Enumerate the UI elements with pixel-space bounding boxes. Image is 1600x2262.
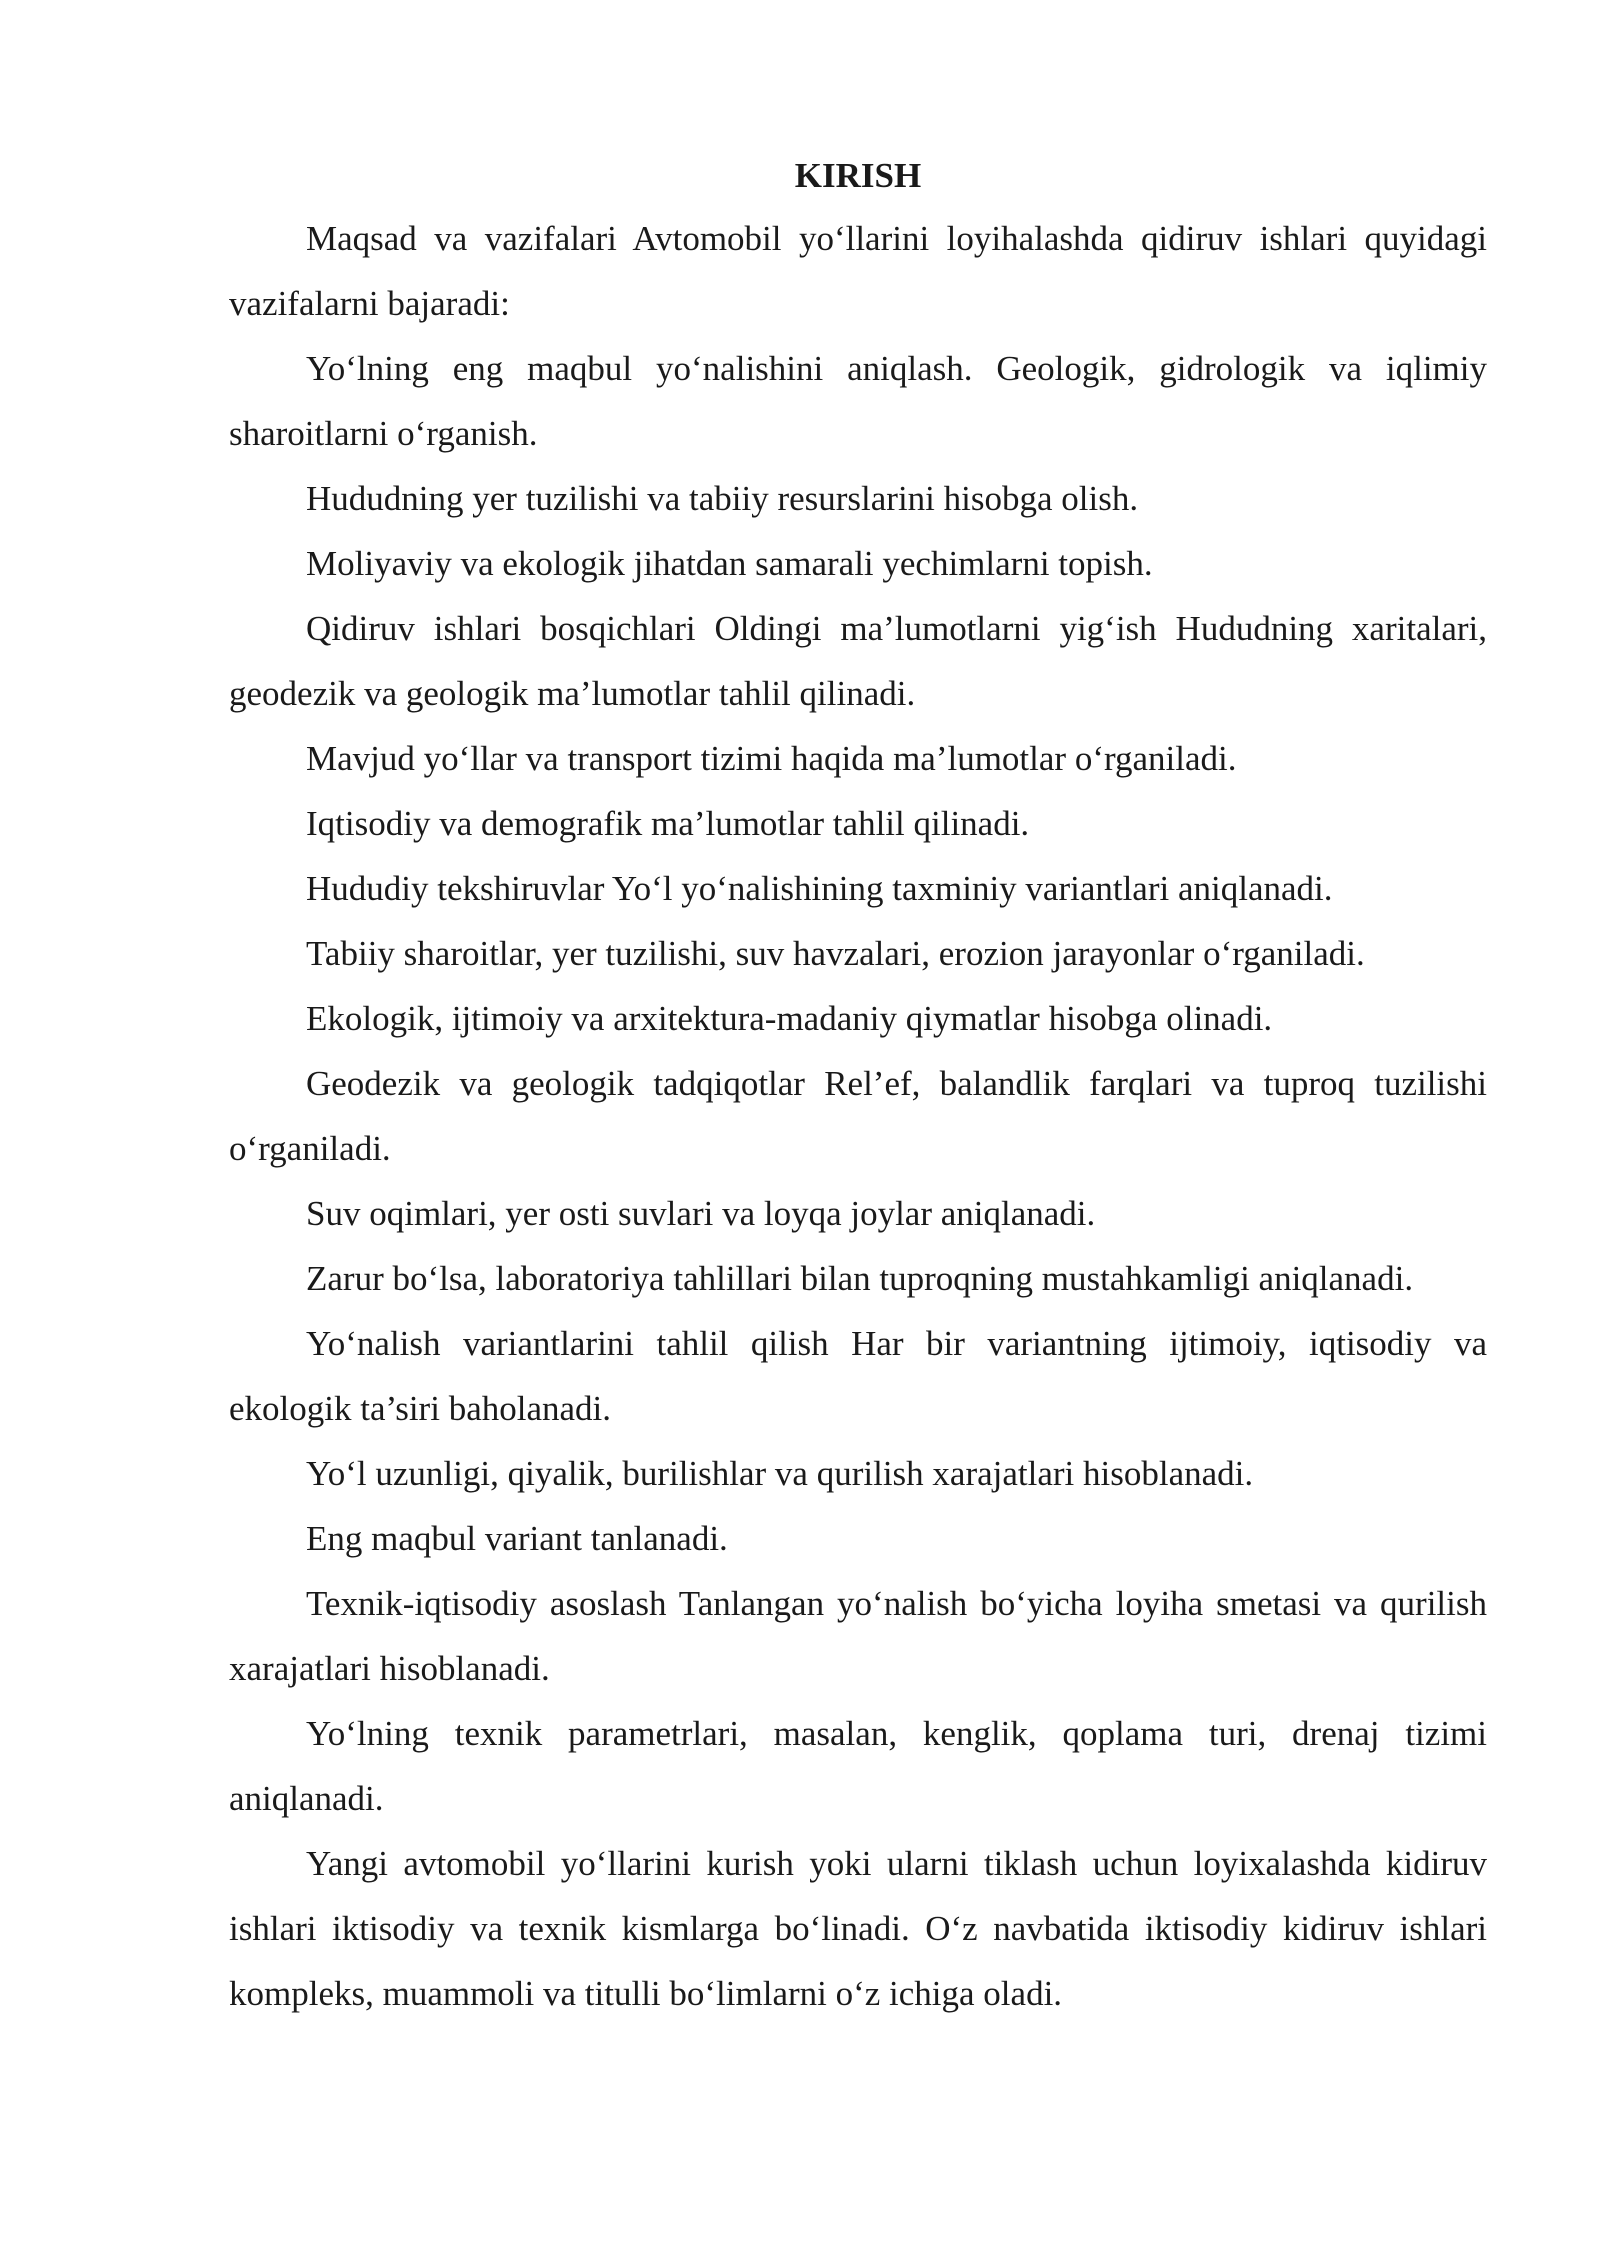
paragraph: Zarur bo‘lsa, laboratoriya tahlillari bilan tuproqning mustahkamligi aniqlanadi. — [306, 1259, 1414, 1298]
paragraph: Qidiruv ishlari bosqichlari Oldingi ma’lumotlarni yig‘ish Hududning xaritalari, geodezik va geologik ma’lumotlar tahlil qilinadi. — [229, 609, 1487, 713]
paragraph: Suv oqimlari, yer osti suvlari va loyqa joylar aniqlanadi. — [306, 1194, 1096, 1233]
paragraph: Hududning yer tuzilishi va tabiiy resurslarini hisobga olish. — [306, 479, 1139, 518]
section-heading: KIRISH — [794, 156, 922, 195]
paragraph: Yo‘lning texnik parametrlari, masalan, kenglik, qoplama turi, drenaj tizimi aniqlanadi. — [229, 1714, 1487, 1818]
document-body — [229, 146, 1487, 2026]
paragraph: Yo‘l uzunligi, qiyalik, burilishlar va qurilish xarajatlari hisoblanadi. — [306, 1454, 1254, 1493]
paragraph: Tabiiy sharoitlar, yer tuzilishi, suv havzalari, erozion jarayonlar o‘rganiladi. — [306, 934, 1365, 973]
paragraph: Hududiy tekshiruvlar Yo‘l yo‘nalishining taxminiy variantlari aniqlanadi. — [306, 869, 1333, 908]
paragraph: Geodezik va geologik tadqiqotlar Rel’ef, balandlik farqlari va tuproq tuzilishi o‘rganiladi. — [229, 1064, 1487, 1168]
paragraph: Iqtisodiy va demografik ma’lumotlar tahlil qilinadi. — [306, 804, 1030, 843]
paragraph: Moliyaviy va ekologik jihatdan samarali yechimlarni topish. — [306, 544, 1153, 583]
paragraph: Yo‘lning eng maqbul yo‘nalishini aniqlash. Geologik, gidrologik va iqlimiy sharoitlarni o‘rganish. — [229, 349, 1487, 453]
paragraph: Ekologik, ijtimoiy va arxitektura-madaniy qiymatlar hisobga olinadi. — [306, 999, 1273, 1038]
paragraph: Yo‘nalish variantlarini tahlil qilish Har bir variantning ijtimoiy, iqtisodiy va ekologik ta’siri baholanadi. — [229, 1324, 1487, 1428]
paragraph: Mavjud yo‘llar va transport tizimi haqida ma’lumotlar o‘rganiladi. — [306, 739, 1237, 778]
paragraph: Texnik-iqtisodiy asoslash Tanlangan yo‘nalish bo‘yicha loyiha smetasi va qurilish xarajatlari hisoblanadi. — [229, 1584, 1487, 1688]
paragraph: Eng maqbul variant tanlanadi. — [306, 1519, 728, 1558]
paragraph: Maqsad va vazifalari Avtomobil yo‘llarini loyihalashda qidiruv ishlari quyidagi vazifalarni bajaradi: — [229, 219, 1487, 323]
paragraph: Yangi avtomobil yo‘llarini kurish yoki ularni tiklash uchun loyixalashda kidiruv ishlari iktisodiy va texnik kismlarga bo‘linadi. O‘z navbatida iktisodiy kidiruv ishlari kompleks, muammoli va titulli bo‘limlarni o‘z ichiga oladi. — [229, 1844, 1487, 2013]
